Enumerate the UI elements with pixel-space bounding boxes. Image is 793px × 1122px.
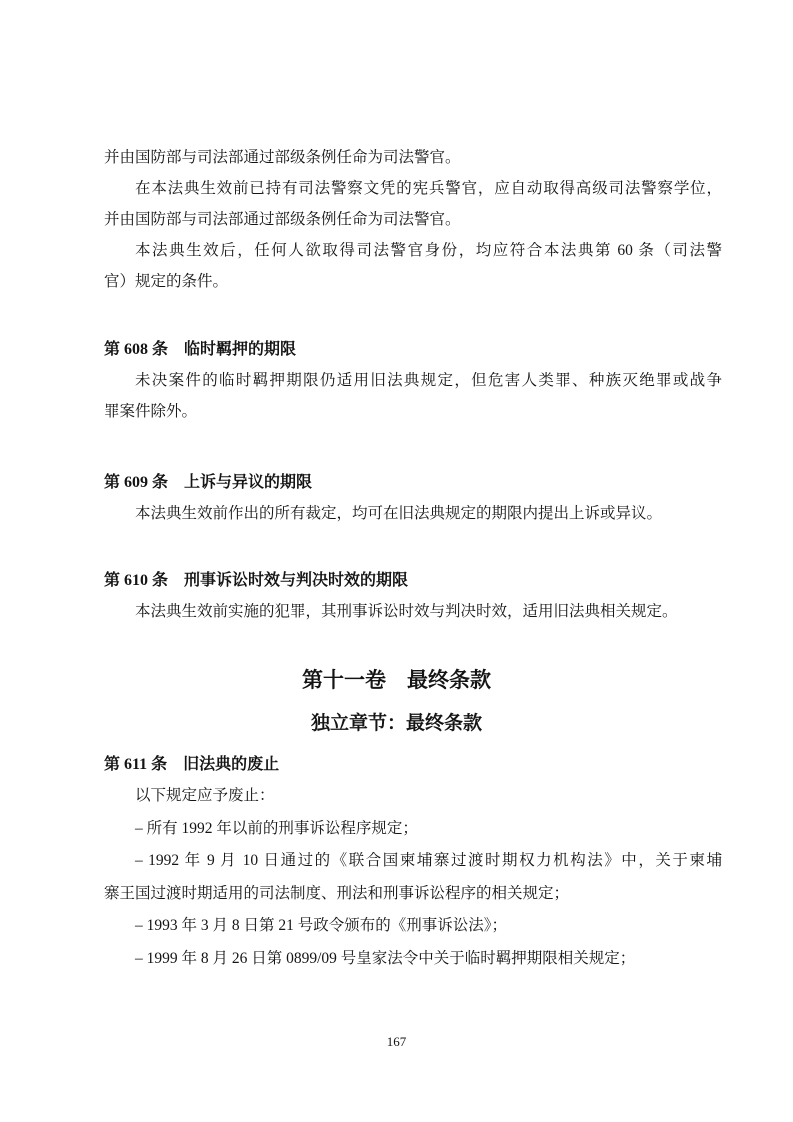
article-608	[104, 334, 722, 427]
repealed-item-line: 寨王国过渡时期适用的司法制度、刑法和刑事诉讼程序的相关规定；	[104, 884, 570, 902]
article-608-body-line: 未决案件的临时羁押期限仍适用旧法典规定，但危害人类罪、种族灭绝罪或战争	[135, 372, 722, 389]
repealed-item-line: – 1993 年 3 月 8 日第 21 号政令颁布的《刑事诉讼法》；	[135, 917, 508, 934]
intro-paragraphs	[104, 142, 722, 297]
paragraph-line: 官）规定的条件。	[104, 273, 229, 290]
chapter-title: 独立章节：最终条款	[310, 713, 482, 734]
article-609	[104, 467, 722, 529]
repealed-item-line: – 1999 年 8 月 26 日第 0899/09 号皇家法令中关于临时羁押期限相关规定；	[135, 949, 636, 967]
volume-title: 第十一卷 最终条款	[302, 668, 491, 692]
repealed-item-line: – 1992 年 9 月 10 日通过的《联合国柬埔寨过渡时期权力机构法》中，关于柬埔	[135, 852, 722, 869]
repealed-item-line: – 所有 1992 年以前的刑事诉讼程序规定；	[135, 819, 418, 837]
article-611-lead-line: 以下规定应予废止：	[135, 787, 275, 804]
article-608-body-line: 罪案件除外。	[104, 403, 198, 420]
article-610	[104, 565, 722, 627]
article-611	[104, 749, 722, 975]
paragraph-line: 并由国防部与司法部通过部级条例任命为司法警官。	[104, 211, 461, 228]
paragraph-line: 本法典生效后，任何人欲取得司法警官身份，均应符合本法典第 60 条（司法警	[135, 242, 722, 259]
paragraph-line: 并由国防部与司法部通过部级条例任命为司法警官。	[104, 149, 461, 166]
article-609-heading: 第 609 条 上诉与异议的期限	[104, 474, 313, 491]
article-608-heading: 第 608 条 临时羁押的期限	[104, 341, 297, 358]
paragraph-line: 在本法典生效前已持有司法警察文凭的宪兵警官，应自动取得高级司法警察学位，	[135, 180, 722, 197]
article-610-body-line: 本法典生效前实施的犯罪，其刑事诉讼时效与判决时效，适用旧法典相关规定。	[135, 603, 678, 620]
article-610-heading: 第 610 条 刑事诉讼时效与判决时效的期限	[104, 572, 409, 589]
article-611-body	[104, 780, 722, 975]
article-609-body-line: 本法典生效前作出的所有裁定，均可在旧法典规定的期限内提出上诉或异议。	[135, 505, 663, 522]
page-number: 167	[386, 1034, 407, 1049]
article-611-heading: 第 611 条 旧法典的废止	[104, 756, 280, 773]
